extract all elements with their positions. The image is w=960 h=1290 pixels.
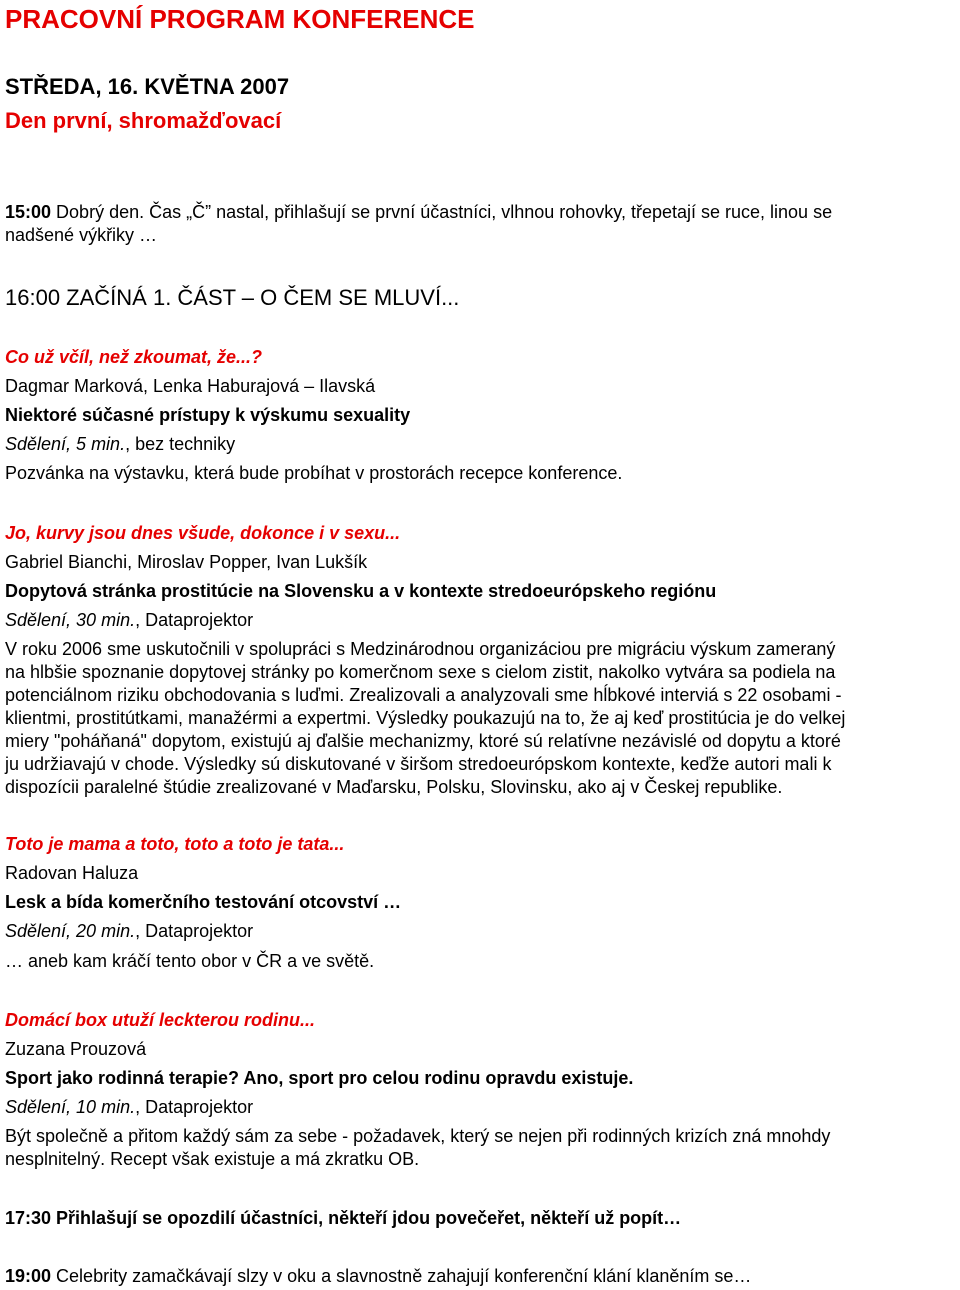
intro-text-line-1: Dobrý den. Čas „Č” nastal, přihlašují se první účastníci, vlhnou rohovky, třepetají se ruce, linou se xyxy=(51,202,833,222)
talk-4-section-title: Domácí box utuží leckterou rodinu... xyxy=(5,1010,316,1030)
talk-2-abstract-line: dispozícii paralelné štúdie zrealizované v Maďarsku, Polsku, Slovinsku, ako aj v Českej republike. xyxy=(5,777,783,797)
talk-2-abstract xyxy=(5,638,953,799)
talk-2-format-type: Sdělení, 30 min. xyxy=(5,610,136,630)
talk-3-format-type: Sdělení, 20 min. xyxy=(5,921,136,941)
talk-1-format-type: Sdělení, 5 min. xyxy=(5,434,126,454)
talk-4-format-extra: , Dataprojektor xyxy=(135,1097,254,1117)
talk-3-section-title: Toto je mama a toto, toto a toto je tata... xyxy=(5,834,345,854)
talk-1-title: Niektoré súčasné prístupy k výskumu sexuality xyxy=(5,405,411,425)
talk-3-abstract: … aneb kam kráčí tento obor v ČR a ve světě. xyxy=(5,951,375,971)
day-label: Den první, shromažďovací xyxy=(5,108,282,133)
talk-3-format-extra: , Dataprojektor xyxy=(135,921,254,941)
talk-1-authors: Dagmar Marková, Lenka Haburajová – Ilavská xyxy=(5,376,376,396)
part-1-heading: 16:00 ZAČÍNÁ 1. ČÁST – O ČEM SE MLUVÍ... xyxy=(5,285,460,310)
talk-2-section-title: Jo, kurvy jsou dnes všude, dokonce i v sexu... xyxy=(5,523,401,543)
talk-3-title: Lesk a bída komerčního testování otcovství … xyxy=(5,892,402,912)
talk-2-format-extra: , Dataprojektor xyxy=(135,610,254,630)
talk-1-abstract: Pozvánka na výstavku, která bude probíhat v prostorách recepce konference. xyxy=(5,463,623,483)
program-date: STŘEDA, 16. KVĚTNA 2007 xyxy=(5,74,290,99)
talk-2-abstract-line: klientmi, prostitútkami, manažérmi a expertmi. Výsledky poukazujú na to, že aj keď prostitúcia je do velkej xyxy=(5,708,846,728)
intro-text-line-2: nadšené výkřiky … xyxy=(5,225,158,245)
talk-2-abstract-line: ju udržiavajú v chode. Výsledky sú diskutované v širšom stredoeurópskom kontexte, keďže autori mali k xyxy=(5,754,832,774)
page-title: PRACOVNÍ PROGRAM KONFERENCE xyxy=(5,4,475,34)
talk-3-authors: Radovan Haluza xyxy=(5,863,139,883)
evening-note xyxy=(5,1265,751,1288)
talk-2-abstract-line: na hlbšie spoznanie dopytovej stránky po komerčnom sexe s cielom zistit, nakolko vytvára sa podiela na xyxy=(5,662,836,682)
evening-text: Celebrity zamačkávají slzy v oku a slavnostně zahajují konferenční klání klaněním se… xyxy=(51,1266,752,1286)
talk-4-abstract xyxy=(5,1125,953,1171)
talk-4-title: Sport jako rodinná terapie? Ano, sport pro celou rodinu opravdu existuje. xyxy=(5,1068,634,1088)
intro-time: 15:00 xyxy=(5,202,52,222)
talk-4-abstract-line: nesplnitelný. Recept však existuje a má zkratku OB. xyxy=(5,1149,420,1169)
talk-4-format-type: Sdělení, 10 min. xyxy=(5,1097,136,1117)
talk-2-abstract-line: V roku 2006 sme uskutočnili v spolupráci s Medzinárodnou organizáciou pre migráciu výskum zameraný xyxy=(5,639,836,659)
talk-2-authors: Gabriel Bianchi, Miroslav Popper, Ivan Lukšík xyxy=(5,552,368,572)
talk-4-format xyxy=(5,1096,253,1119)
late-arrivals-note: 17:30 Přihlašují se opozdilí účastníci, někteří jdou povečeřet, někteří už popít… xyxy=(5,1208,682,1228)
talk-1-section-title: Co už včíl, než zkoumat, že...? xyxy=(5,347,263,367)
talk-2-abstract-line: miery "poháňaná" dopytom, existujú aj ďalšie mechanizmy, ktoré sú relatívne nezávislé od dopytu a ktoré xyxy=(5,731,841,751)
talk-1-format-extra: , bez techniky xyxy=(125,434,236,454)
talk-4-authors: Zuzana Prouzová xyxy=(5,1039,147,1059)
talk-3-format xyxy=(5,920,253,943)
talk-4-abstract-line: Být společně a přitom každý sám za sebe - požadavek, který se nejen při rodinných krizích zná mnohdy xyxy=(5,1126,831,1146)
intro-paragraph xyxy=(5,201,953,247)
talk-2-format xyxy=(5,609,253,632)
talk-2-title: Dopytová stránka prostitúcie na Slovensku a v kontexte stredoeurópskeho regiónu xyxy=(5,581,717,601)
talk-2-abstract-line: potenciálnom riziku obchodovania s luďmi. Zrealizovali a analyzovali sme hĺbkové interviá s 22 osobami - xyxy=(5,685,842,705)
evening-time: 19:00 xyxy=(5,1266,52,1286)
talk-1-format xyxy=(5,433,235,456)
